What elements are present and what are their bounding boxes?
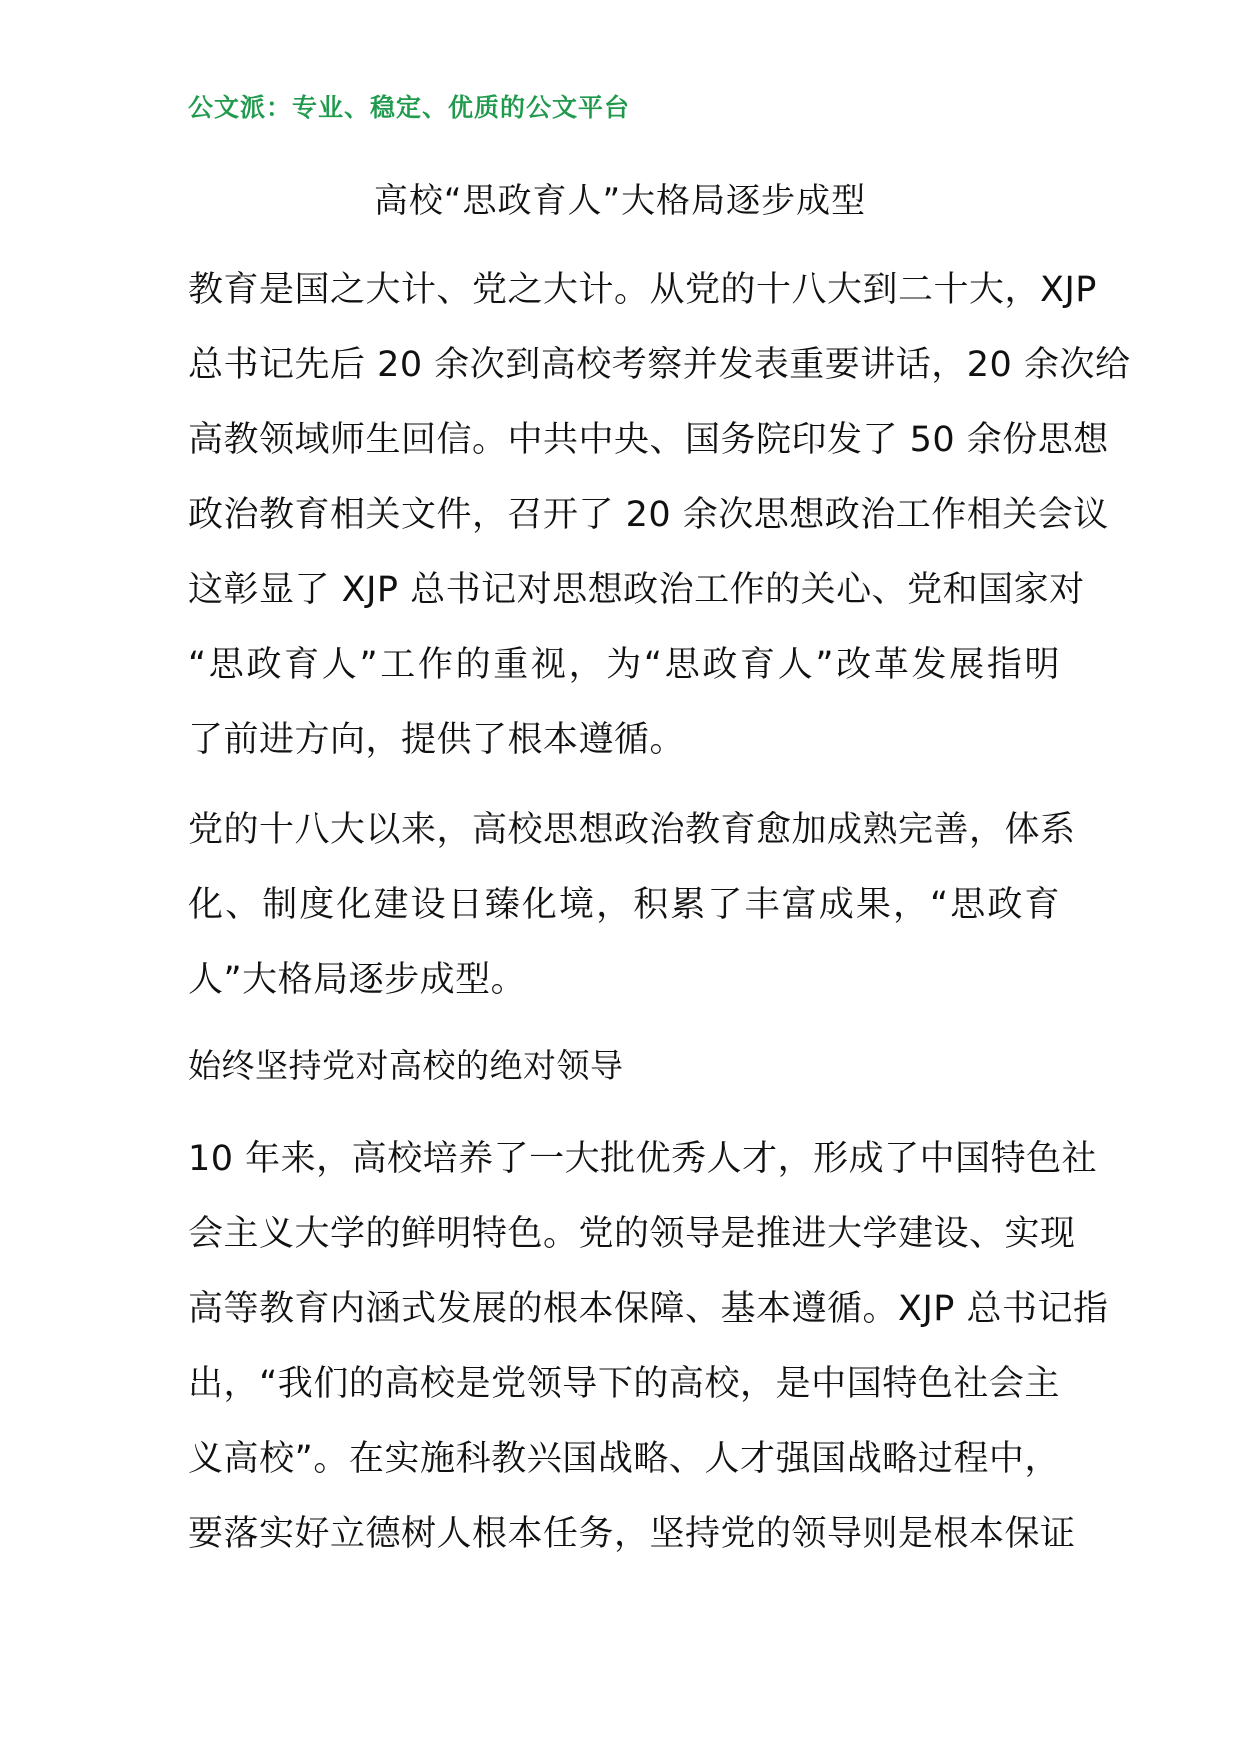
text-line: 高等教育内涵式发展的根本保障、基本遵循。XJP 总书记指 — [188, 1289, 1109, 1329]
text-line: 人”大格局逐步成型。 — [188, 960, 527, 1000]
text-line: 10 年来，高校培养了一大批优秀人才，形成了中国特色社 — [188, 1139, 1098, 1179]
text-line: 党的十八大以来，高校思想政治教育愈加成熟完善，体系 — [188, 810, 1076, 850]
page-title: 高校“思政育人”大格局逐步成型 — [373, 181, 867, 221]
text-line: 这彰显了 XJP 总书记对思想政治工作的关心、党和国家对 — [188, 570, 1085, 610]
paragraph-2 — [188, 793, 1076, 1018]
header-banner: 公文派：专业、稳定、优质的公文平台 — [188, 93, 631, 122]
paragraph-3 — [188, 1122, 1109, 1572]
text-line: 会主义大学的鲜明特色。党的领导是推进大学建设、实现 — [188, 1214, 1076, 1254]
text-line: 教育是国之大计、党之大计。从党的十八大到二十大，XJP — [188, 270, 1097, 310]
text-line: 高教领域师生回信。中共中央、国务院印发了 50 余份思想 — [188, 420, 1109, 460]
section-heading: 始终坚持党对高校的绝对领导 — [188, 1046, 624, 1085]
text-line: 出，“我们的高校是党领导下的高校，是中国特色社会主 — [188, 1364, 1060, 1404]
paragraph-1 — [188, 253, 1131, 778]
text-line: 政治教育相关文件，召开了 20 余次思想政治工作相关会议 — [188, 495, 1109, 535]
text-line: 化、制度化建设日臻化境，积累了丰富成果，“思政育 — [188, 885, 1060, 925]
text-line: “思政育人”工作的重视，为“思政育人”改革发展指明 — [188, 645, 1060, 685]
text-line: 了前进方向，提供了根本遵循。 — [188, 720, 686, 760]
text-line: 要落实好立德树人根本任务，坚持党的领导则是根本保证 — [188, 1514, 1076, 1554]
text-line: 总书记先后 20 余次到高校考察并发表重要讲话，20 余次给 — [188, 345, 1131, 385]
text-line: 义高校”。在实施科教兴国战略、人才强国战略过程中， — [188, 1439, 1060, 1479]
